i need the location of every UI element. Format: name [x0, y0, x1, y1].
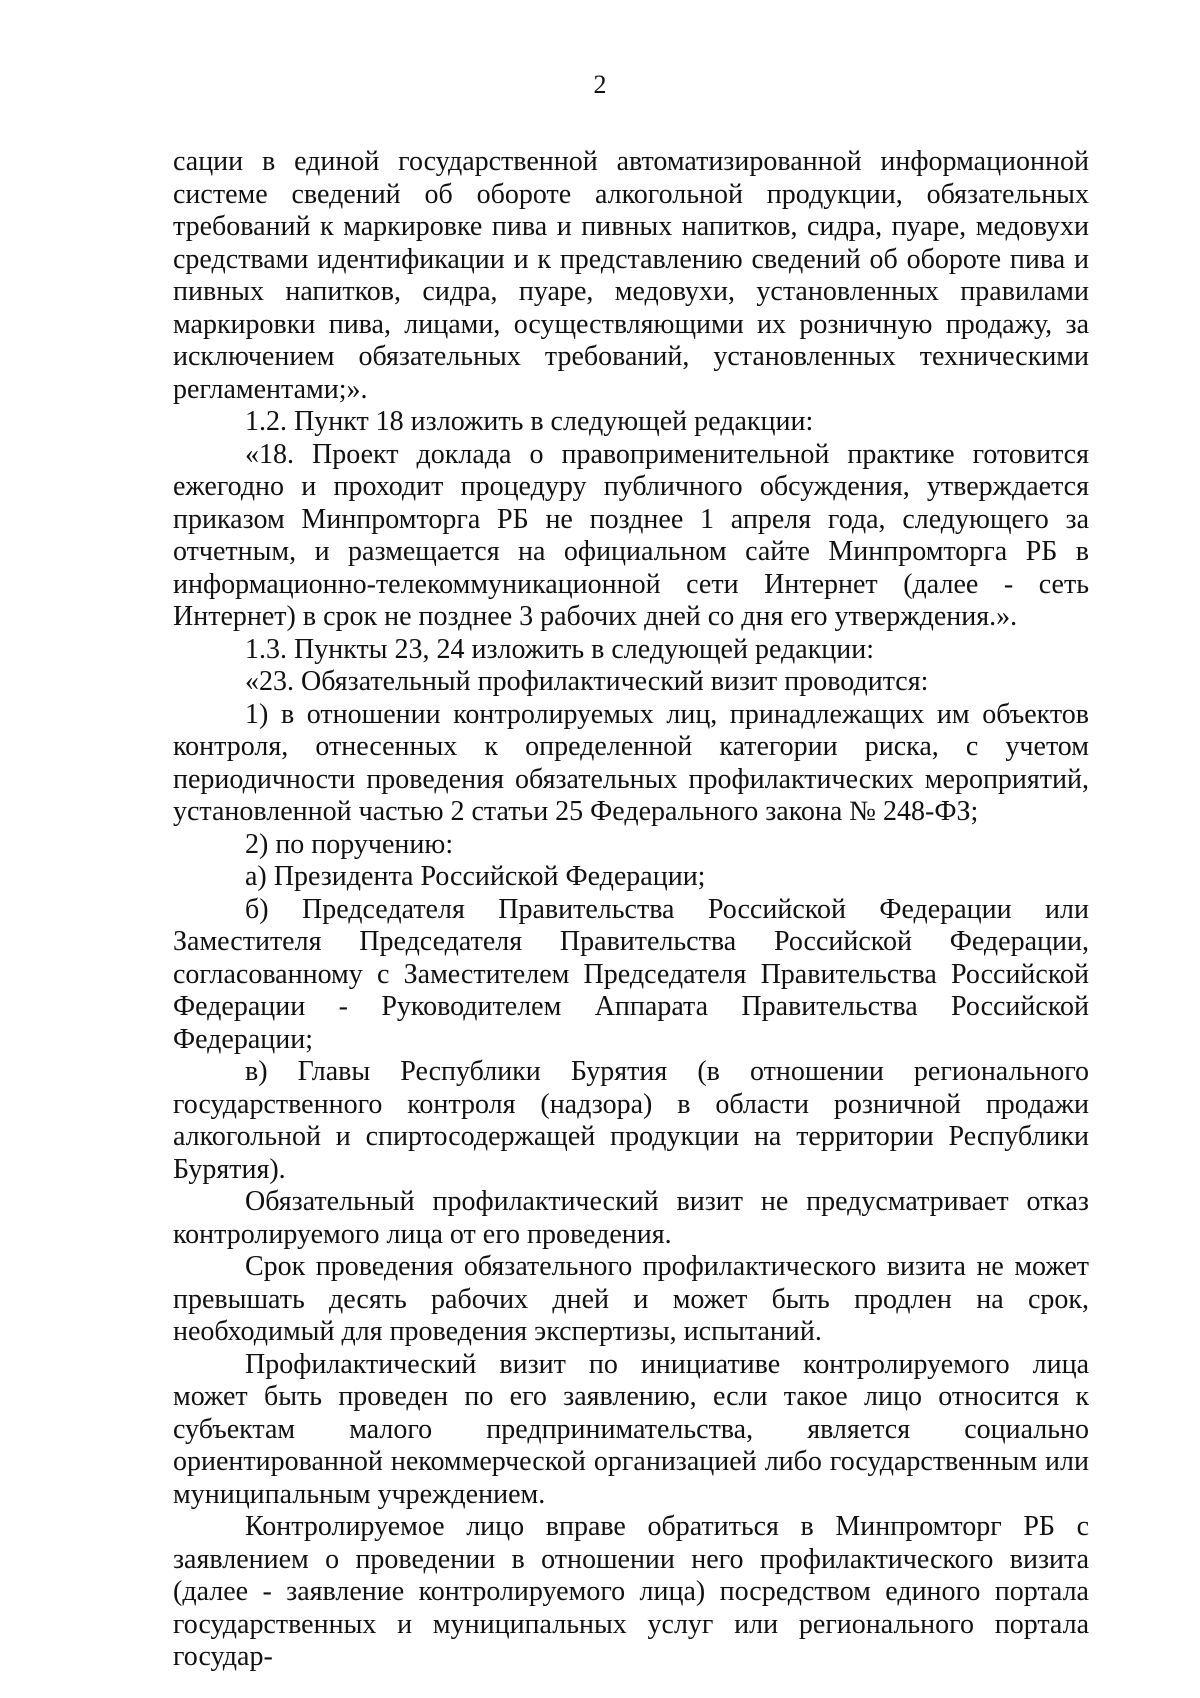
paragraph-subitem-b: б) Председателя Правительства Российской Федерации или Заместителя Председателя Правительства Российской Федерации, согласованному с Заместителем Председателя Правительства Российской Федерации - Руководителем Аппарата Правительства Российской Федерации; — [173, 893, 1089, 1055]
page-number: 2 — [593, 70, 607, 99]
paragraph-clause-1-3: 1.3. Пункты 23, 24 изложить в следующей редакции: — [245, 633, 875, 665]
document-body — [173, 146, 1089, 1674]
paragraph-visit-term: Срок проведения обязательного профилактического визита не может превышать десять рабочих дней и может быть продлен на срок, необходимый для проведения экспертизы, испытаний. — [173, 1251, 1089, 1347]
paragraph-no-refusal: Обязательный профилактический визит не предусматривает отказ контролируемого лица от его проведения. — [173, 1186, 1089, 1250]
paragraph-subitem-a: а) Президента Российской Федерации; — [245, 861, 706, 892]
paragraph-clause-1-2: 1.2. Пункт 18 изложить в следующей редакции: — [245, 406, 814, 437]
paragraph-continuation: сации в единой государственной автоматизированной информационной системе сведений об обороте алкогольной продукции, обязательных требований к маркировке пива и пивных напитков, сидра, пуаре, медовухи средствами идентификации и к представлению сведений об обороте пива и пивных напитков, сидра, пуаре, медовухи, установленных правилами маркировки пива, лицами, осуществляющими их розничную продажу, за исключением обязательных требований, установленных техническими регламентами;». — [173, 146, 1089, 405]
paragraph-application: Контролируемое лицо вправе обратиться в Минпромторг РБ с заявлением о проведении в отношении него профилактического визита (далее - заявление контролируемого лица) посредством единого портала государственных и муниципальных услуг или регионального портала государ- — [173, 1511, 1089, 1672]
paragraph-point-18: «18. Проект доклада о правоприменительной практике готовится ежегодно и проходит процедуру публичного обсуждения, утверждается приказом Минпромторга РБ не позднее 1 апреля года, следующего за отчетным, и размещается на официальном сайте Минпромторга РБ в информационно-телекоммуникационной сети Интернет (далее - сеть Интернет) в срок не позднее 3 рабочих дней со дня его утверждения.». — [173, 438, 1089, 632]
paragraph-initiative-visit: Профилактический визит по инициативе контролируемого лица может быть проведен по его заявлению, если такое лицо относится к субъектам малого предпринимательства, является социально ориентированной некоммерческой организацией либо государственным или муниципальным учреждением. — [173, 1348, 1089, 1510]
paragraph-subitem-v: в) Главы Республики Бурятия (в отношении регионального государственного контроля (надзора) в области розничной продажи алкогольной и спиртосодержащей продукции на территории Республики Бурятия). — [173, 1056, 1089, 1185]
paragraph-subitem-1: 1) в отношении контролируемых лиц, принадлежащих им объектов контроля, отнесенных к определенной категории риска, с учетом периодичности проведения обязательных профилактических мероприятий, установленной частью 2 статьи 25 Федерального закона № 248-ФЗ; — [173, 698, 1089, 827]
paragraph-subitem-2: 2) по поручению: — [245, 828, 454, 860]
paragraph-point-23: «23. Обязательный профилактический визит проводится: — [245, 666, 929, 697]
